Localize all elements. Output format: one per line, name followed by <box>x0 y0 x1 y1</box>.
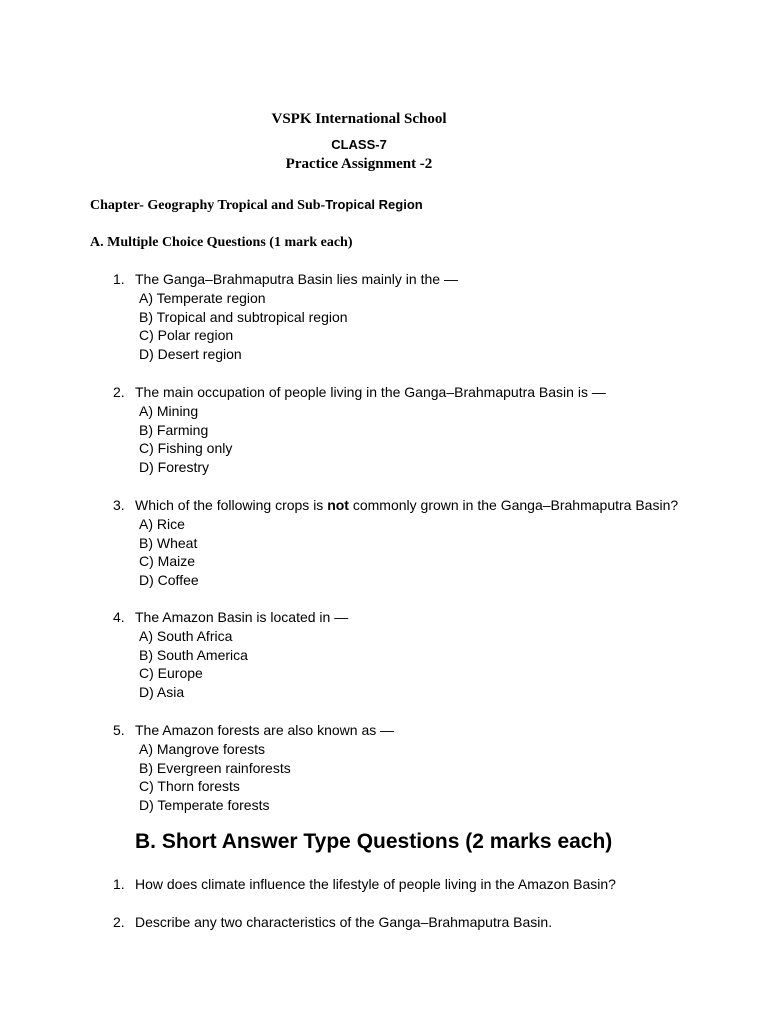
option-d: D) Asia <box>139 684 185 701</box>
question-number: 5. <box>113 722 125 738</box>
option-c: C) Europe <box>139 665 203 682</box>
question-text-end: commonly grown in the Ganga–Brahmaputra Basin? <box>348 497 679 513</box>
mcq-question-4 <box>113 608 348 702</box>
assignment-title: Practice Assignment -2 <box>285 156 433 172</box>
school-name: VSPK International School <box>271 111 447 127</box>
option-a: A) Rice <box>139 515 185 532</box>
mcq-question-5 <box>113 721 394 815</box>
question-text: The Amazon Basin is located in — <box>135 609 349 625</box>
option-d: D) Coffee <box>139 572 199 589</box>
option-a: A) South Africa <box>139 627 233 644</box>
mcq-question-1 <box>113 270 458 364</box>
question-number: 1. <box>113 876 125 892</box>
mcq-question-2 <box>113 383 606 477</box>
option-b: B) Farming <box>139 421 209 438</box>
question-text: How does climate influence the lifestyle of people living in the Amazon Basin? <box>135 876 616 892</box>
question-text-start: Which of the following crops is <box>135 497 328 513</box>
question-number: 1. <box>113 271 125 287</box>
class-label: CLASS-7 <box>331 137 387 152</box>
question-number: 2. <box>113 384 125 400</box>
question-number: 3. <box>113 497 125 513</box>
question-text-emphasis: not <box>327 497 349 513</box>
question-text: The Amazon forests are also known as — <box>135 722 395 738</box>
chapter-title-suffix: Tropical Region <box>325 197 423 212</box>
option-a: A) Mining <box>139 402 199 419</box>
question-text: The Ganga–Brahmaputra Basin lies mainly in the — <box>135 271 458 287</box>
option-c: C) Polar region <box>139 327 234 344</box>
option-c: C) Maize <box>139 553 196 570</box>
option-d: D) Forestry <box>139 459 209 476</box>
chapter-title-prefix: Chapter- Geography Tropical and Sub- <box>90 198 326 213</box>
option-d: D) Desert region <box>139 346 242 363</box>
option-d: D) Temperate forests <box>139 797 270 814</box>
question-number: 2. <box>113 914 125 930</box>
short-question-2 <box>113 914 552 930</box>
option-b: B) Wheat <box>139 534 198 551</box>
section-a-heading: A. Multiple Choice Questions (1 mark each) <box>90 235 353 250</box>
option-b: B) Tropical and subtropical region <box>139 308 348 325</box>
option-b: B) Evergreen rainforests <box>139 759 291 776</box>
option-b: B) South America <box>139 646 248 663</box>
option-c: C) Fishing only <box>139 440 233 457</box>
option-c: C) Thorn forests <box>139 778 240 795</box>
short-question-1 <box>113 876 616 892</box>
question-text: Describe any two characteristics of the Ganga–Brahmaputra Basin. <box>135 914 553 930</box>
question-number: 4. <box>113 609 125 625</box>
chapter-title <box>90 197 423 214</box>
option-a: A) Temperate region <box>139 289 266 306</box>
question-text <box>135 497 678 513</box>
section-b-heading: B. Short Answer Type Questions (2 marks each) <box>135 830 613 853</box>
option-a: A) Mangrove forests <box>139 740 266 757</box>
mcq-question-3 <box>113 496 678 590</box>
question-text: The main occupation of people living in the Ganga–Brahmaputra Basin is — <box>135 384 606 400</box>
